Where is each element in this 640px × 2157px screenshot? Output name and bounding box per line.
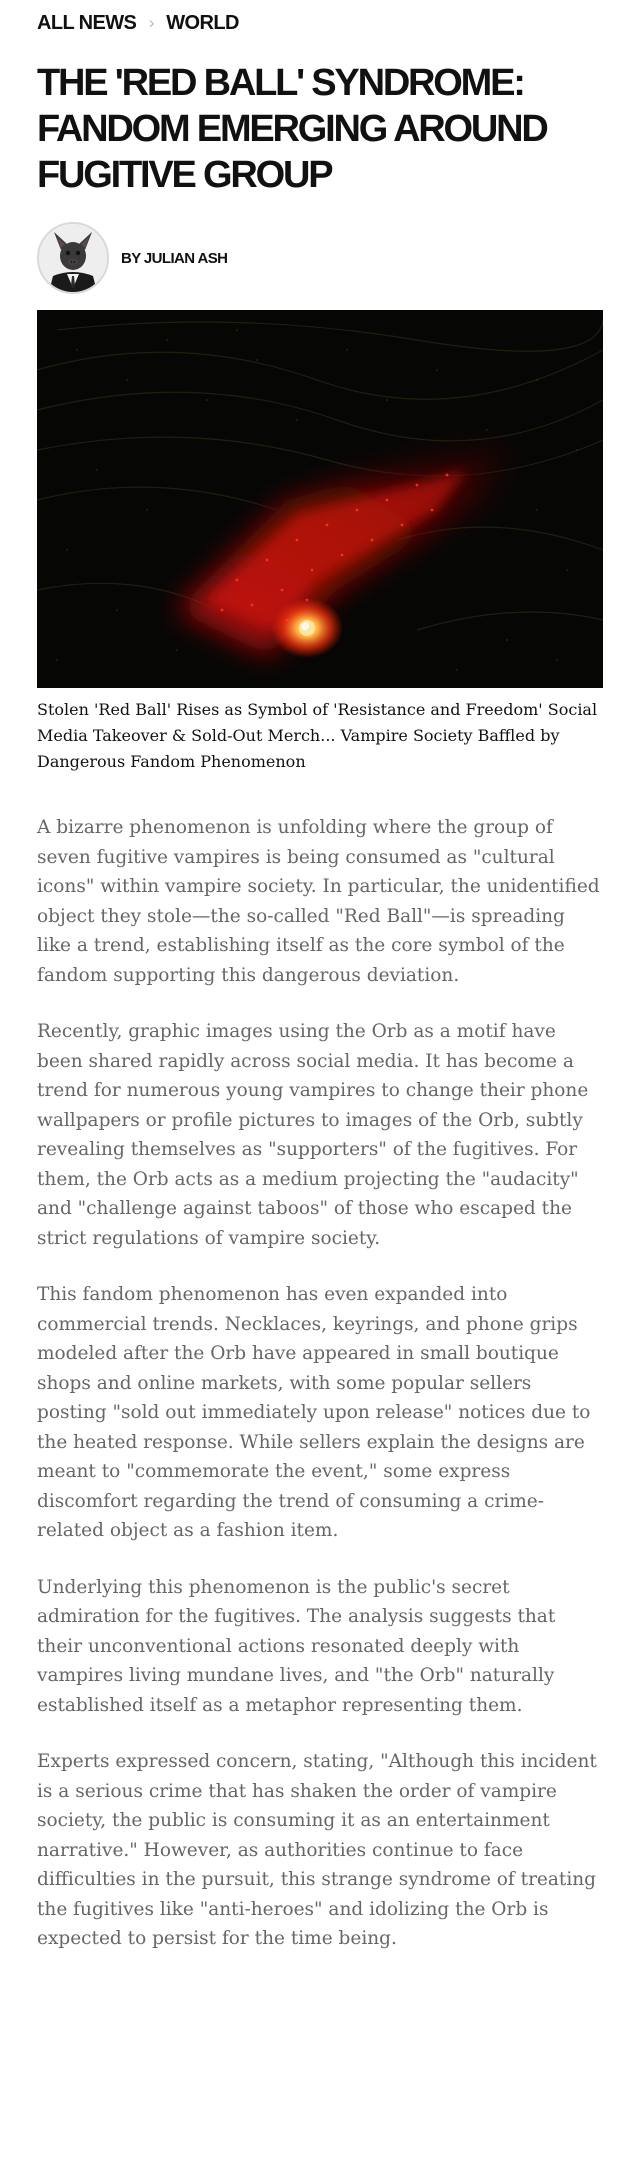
article-paragraph: This fandom phenomenon has even expanded into commercial trends. Necklaces, keyrings, and phone grips modeled after the Orb have appeared in small boutique shops and online markets, with some popular sellers posting "sold out immediately upon release" notices due to the heated response. While sellers explain the designs are meant to "commemorate the event," some express discomfort regarding the trend of consuming a crime-related object as a fashion item.	[37, 1284, 591, 1541]
article-paragraph: Underlying this phenomenon is the public's secret admiration for the fugitives. The analysis suggests that their unconventional actions resonated deeply with vampires living mundane lives, and "the Orb" naturally established itself as a metaphor representing them.	[37, 1576, 556, 1716]
article-paragraph: Experts expressed concern, stating, "Although this incident is a serious crime that has shaken the order of vampire society, the public is consuming it as an entertainment narrative." However, as authorities continue to face difficulties in the pursuit, this strange syndrome of treating the fugitives like "anti-heroes" and idolizing the Orb is expected to persist for the time being.	[37, 1751, 597, 1949]
image-caption: Stolen 'Red Ball' Rises as Symbol of 'Resistance and Freedom' Social Media Takeover & Sold-Out Merch... Vampire Society Baffled by Dangerous Fandom Phenomenon	[37, 700, 598, 771]
bat-masked-man-avatar-icon	[39, 224, 107, 292]
breadcrumb	[37, 8, 239, 38]
breadcrumb-all-news[interactable]: ALL NEWS	[37, 11, 137, 34]
page-title: THE 'RED BALL' SYNDROME: FANDOM EMERGING AROUND FUGITIVE GROUP	[37, 62, 547, 196]
author-name[interactable]: BY JULIAN ASH	[121, 249, 228, 267]
article-paragraph: Recently, graphic images using the Orb as a motif have been shared rapidly across social media. It has become a trend for numerous young vampires to change their phone wallpapers or profile pictures to images of the Orb, subtly revealing themselves as "supporters" of the fugitives. For them, the Orb acts as a medium projecting the "audacity" and "challenge against taboos" of those who escaped the strict regulations of vampire society.	[37, 1021, 589, 1249]
byline	[37, 220, 227, 296]
avatar[interactable]	[37, 222, 109, 294]
article-body	[37, 813, 603, 1981]
breadcrumb-world[interactable]: WORLD	[166, 11, 239, 34]
chevron-right-icon: ›	[148, 13, 154, 32]
hero-image	[37, 310, 603, 688]
red-glowing-orb-on-dark-grass-photo-icon	[37, 310, 603, 688]
article-paragraph: A bizarre phenomenon is unfolding where the group of seven fugitive vampires is being consumed as "cultural icons" within vampire society. In particular, the unidentified object they stole—the so-called "Red Ball"—is spreading like a trend, establishing itself as the core symbol of the fandom supporting this dangerous deviation.	[37, 817, 600, 986]
